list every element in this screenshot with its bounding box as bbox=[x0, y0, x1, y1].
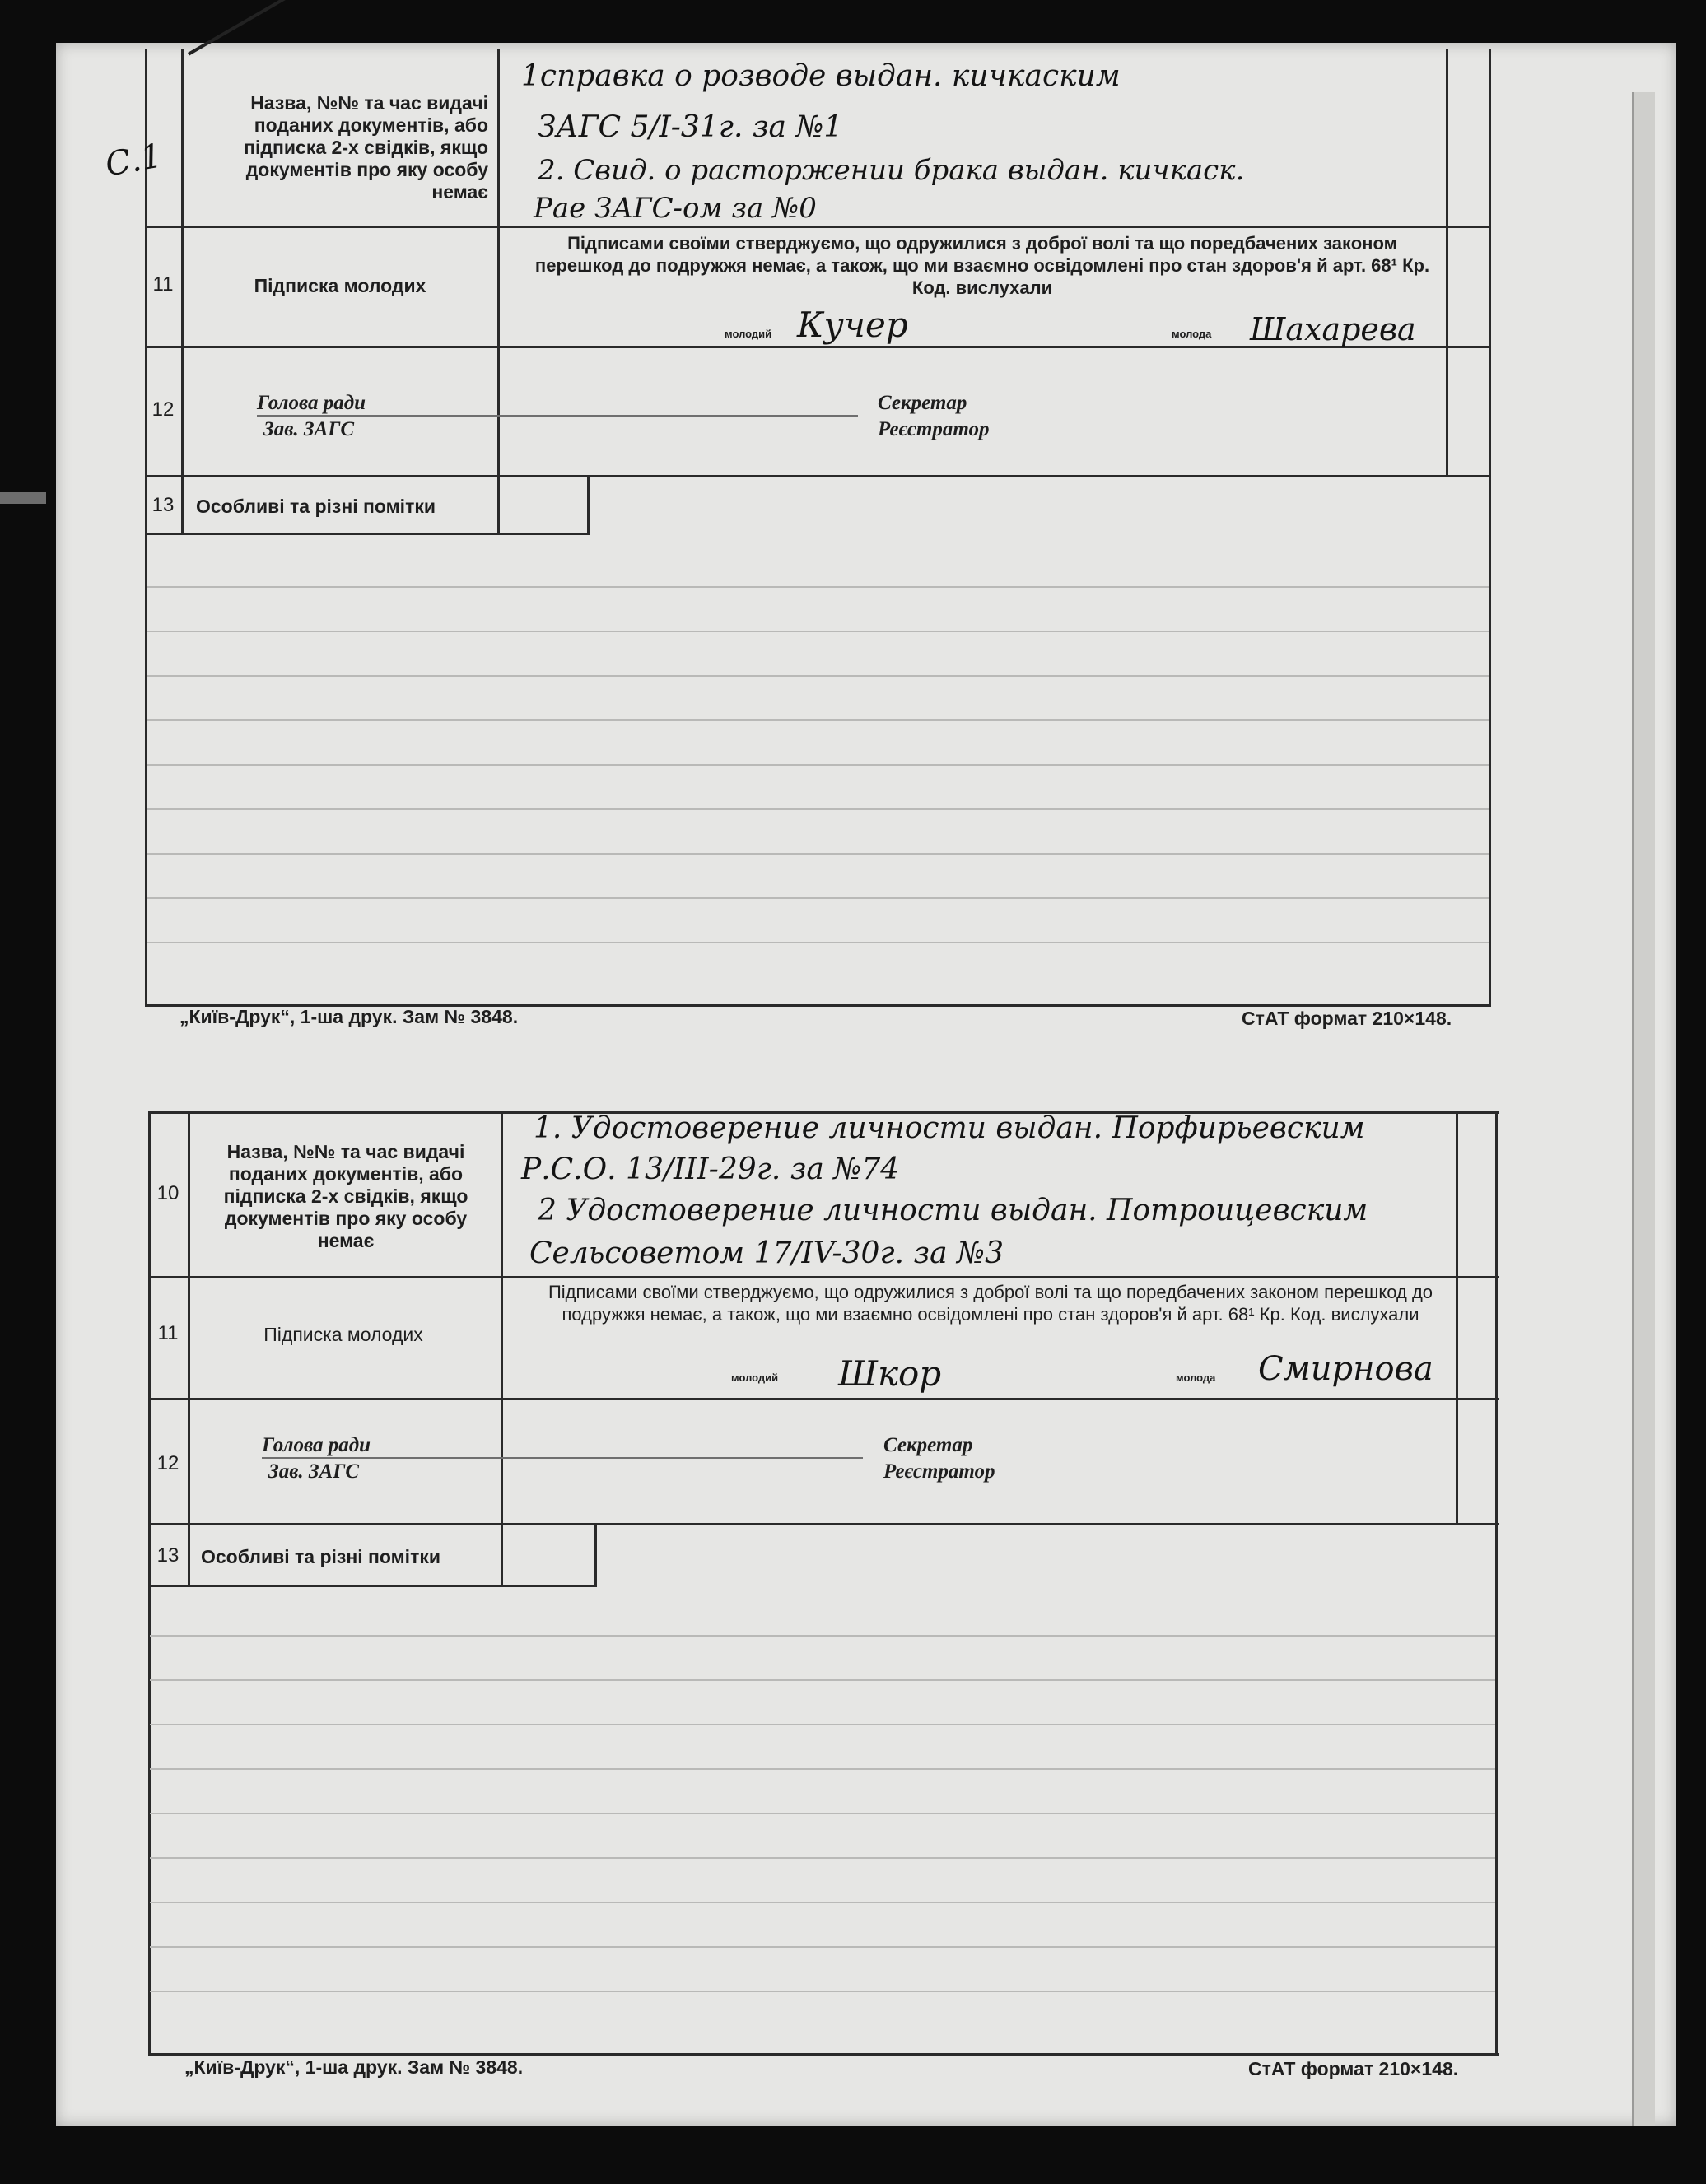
form2-num-col bbox=[188, 1111, 190, 1587]
form1-entry-3: 2. Свид. о расторжении брака выдан. кичкаск. bbox=[538, 154, 1245, 187]
form2-head-line bbox=[262, 1457, 863, 1459]
form1-footer-right: СтАТ формат 210×148. bbox=[1242, 1008, 1452, 1029]
form2-entry-4: Сельсоветом 17/IV-30г. за №3 bbox=[529, 1236, 1004, 1270]
form2-secretary-label: Секретар bbox=[883, 1434, 973, 1456]
form2-row13-label: Особливі та різні помітки bbox=[201, 1546, 440, 1567]
form2-entry-3: 2 Удостоверение личности выдан. Потроицевским bbox=[538, 1194, 1368, 1227]
form1-right-border bbox=[1489, 49, 1491, 1006]
form2-entry-1: 1. Удостоверение личности выдан. Порфирьевским bbox=[534, 1111, 1365, 1145]
form1-entry-1: 1справка о розводе выдан. кичкаским bbox=[521, 59, 1121, 93]
form2-groom-label: молодий bbox=[731, 1371, 779, 1384]
form2-row13-number: 13 bbox=[156, 1544, 179, 1567]
page-edge bbox=[1632, 92, 1655, 2126]
form1-num-col bbox=[181, 49, 184, 535]
form1-rule bbox=[147, 764, 1489, 766]
form1-inner-right-border bbox=[1446, 49, 1448, 477]
form1-footer-left: „Київ-Друк“, 1-ша друк. Зам № 3848. bbox=[179, 1006, 519, 1027]
form2-rule bbox=[150, 1991, 1495, 1992]
form2-row12-number: 12 bbox=[156, 1452, 179, 1474]
form2-label-col bbox=[501, 1111, 503, 1587]
form1-bride-label: молода bbox=[1172, 328, 1212, 340]
form2-rule bbox=[150, 1813, 1495, 1814]
form1-row12-number: 12 bbox=[151, 398, 175, 421]
form2-rule bbox=[150, 1857, 1495, 1859]
form1-row10-label: Назва, №№ та час видачі поданих документів, або підписка 2-х свідків, якщо документів про яку особу немає bbox=[244, 92, 488, 203]
form1-bride-signature: Шахарева bbox=[1250, 311, 1416, 347]
form2-groom-signature: Шкор bbox=[838, 1353, 942, 1394]
form1-rule bbox=[147, 675, 1489, 677]
form1-row-line-3 bbox=[145, 475, 1489, 477]
form1-rule bbox=[147, 586, 1489, 588]
form2-row13-box bbox=[594, 1523, 597, 1587]
form2-rule bbox=[150, 1946, 1495, 1948]
form1-secretary-label: Секретар bbox=[878, 392, 967, 414]
form1-statement: Підписами своїми стверджуємо, що одружилися з доброї волі та що поредбачених законом перешкод до подружжя немає, а також, що ми взаємно освідомлені про стан здоров'я й арт. 68¹ Кр. Код. вислухали bbox=[534, 233, 1430, 298]
form2-row10-label: Назва, №№ та час видачі поданих документів, або підписка 2-х свідків, якщо документів про яку особу немає bbox=[223, 1141, 468, 1251]
form2-footer-left: „Київ-Друк“, 1-ша друк. Зам № 3848. bbox=[184, 2056, 524, 2078]
form1-row11-label: Підписка молодих bbox=[254, 275, 426, 296]
form1-entry-4: Рае ЗАГС-ом за №0 bbox=[534, 192, 817, 225]
document-page bbox=[56, 43, 1676, 2126]
form1-row-line-1 bbox=[145, 226, 1489, 228]
form2-row-line-4 bbox=[148, 1585, 597, 1587]
form2-rule bbox=[150, 1768, 1495, 1770]
form1-row13-number: 13 bbox=[151, 494, 175, 516]
form2-right-border bbox=[1495, 1111, 1498, 2055]
form2-zags-label: Зав. ЗАГС bbox=[268, 1460, 360, 1483]
scan-edge-mark bbox=[0, 492, 46, 504]
form2-left-border bbox=[148, 1111, 151, 2055]
form1-groom-signature: Кучер bbox=[797, 305, 908, 345]
form1-zags-label: Зав. ЗАГС bbox=[263, 418, 355, 440]
corner-mark: С.1 bbox=[102, 137, 165, 184]
form2-head-label: Голова ради bbox=[262, 1434, 371, 1456]
form2-statement: Підписами своїми стверджуємо, що одружилися з доброї волі та що поредбачених законом перешкод до подружжя немає, а також, що ми взаємно освідомлені про стан здоров'я й арт. 68¹ Кр. Код. вислухали bbox=[548, 1282, 1433, 1325]
form1-registrar-label: Реєстратор bbox=[878, 418, 990, 440]
form2-row-line-3 bbox=[148, 1523, 1499, 1525]
form1-row-line-4 bbox=[145, 533, 590, 535]
form2-row10-number: 10 bbox=[156, 1182, 179, 1204]
form1-rule bbox=[147, 631, 1489, 632]
form2-row-line-1 bbox=[148, 1276, 1499, 1278]
form1-entry-2: ЗАГС 5/I-31г. за №1 bbox=[538, 110, 843, 144]
form2-registrar-label: Реєстратор bbox=[883, 1460, 995, 1483]
form2-bride-label: молода bbox=[1176, 1371, 1216, 1384]
form1-left-border bbox=[145, 49, 147, 1006]
form1-label-col bbox=[497, 49, 500, 535]
form1-rule bbox=[147, 942, 1489, 943]
form1-row13-box bbox=[587, 475, 590, 535]
form1-row13-label: Особливі та різні помітки bbox=[196, 496, 436, 517]
form1-rule bbox=[147, 719, 1489, 721]
form1-head-label: Голова ради bbox=[257, 392, 366, 414]
form2-inner-right-border bbox=[1456, 1111, 1458, 1523]
form1-rule bbox=[147, 853, 1489, 855]
form1-row11-number: 11 bbox=[152, 273, 174, 296]
form2-bride-signature: Смирнова bbox=[1258, 1350, 1433, 1388]
form2-rule bbox=[150, 1724, 1495, 1725]
form2-entry-2: Р.С.О. 13/III-29г. за №74 bbox=[521, 1153, 900, 1186]
form2-rule bbox=[150, 1902, 1495, 1903]
form2-bottom-border bbox=[148, 2053, 1499, 2056]
form2-footer-right: СтАТ формат 210×148. bbox=[1248, 2058, 1459, 2079]
form2-rule bbox=[150, 1635, 1495, 1637]
form2-rule bbox=[150, 1679, 1495, 1681]
form1-rule bbox=[147, 897, 1489, 899]
form2-row11-number: 11 bbox=[157, 1322, 179, 1344]
form2-row11-label: Підписка молодих bbox=[263, 1324, 423, 1345]
form2-row-line-2 bbox=[148, 1398, 1499, 1400]
form1-rule bbox=[147, 808, 1489, 810]
form1-groom-label: молодий bbox=[725, 328, 772, 340]
form1-head-line bbox=[257, 415, 858, 417]
